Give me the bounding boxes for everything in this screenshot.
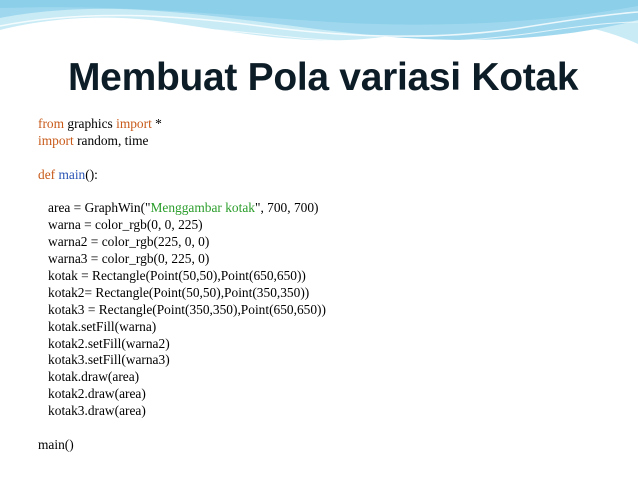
code-line [38, 200, 326, 217]
code-text: * [151, 116, 162, 131]
code-blank-line [38, 420, 326, 437]
code-text: kotak3.setFill(warna3) [48, 352, 170, 368]
code-line [38, 437, 326, 454]
code-line [38, 319, 326, 336]
code-text: graphics [64, 116, 117, 131]
code-text: warna2 = color_rgb(225, 0, 0) [48, 234, 210, 250]
code-line [38, 167, 326, 184]
code-text: kotak = Rectangle(Point(50,50),Point(650,650)) [48, 268, 306, 284]
code-text: warna = color_rgb(0, 0, 225) [48, 217, 203, 233]
code-line [38, 217, 326, 234]
code-text: kotak2.draw(area) [48, 386, 146, 402]
code-line [38, 369, 326, 386]
code-line [38, 116, 326, 133]
code-text: main() [38, 436, 74, 452]
code-line [38, 285, 326, 302]
code-keyword: def [38, 166, 56, 182]
code-text: warna3 = color_rgb(0, 225, 0) [48, 251, 210, 267]
code-blank-line [38, 150, 326, 167]
code-text: random, time [73, 132, 149, 148]
code-text: kotak3.draw(area) [48, 403, 146, 419]
code-blank-line [38, 184, 326, 201]
code-text: (): [85, 166, 98, 182]
code-keyword: import [38, 132, 74, 148]
code-string: Menggambar kotak [150, 200, 255, 216]
code-line [38, 352, 326, 369]
code-line [38, 251, 326, 268]
code-text: kotak.setFill(warna) [48, 318, 157, 334]
code-line [38, 234, 326, 251]
code-keyword: import [116, 116, 152, 131]
code-line [38, 386, 326, 403]
code-line [38, 268, 326, 285]
code-line [38, 403, 326, 420]
code-text: kotak2.setFill(warna2) [48, 335, 170, 351]
code-text: area = GraphWin(" [48, 200, 151, 216]
slide-title: Membuat Pola variasi Kotak [68, 56, 579, 99]
code-keyword: from [38, 116, 65, 131]
code-text: ", 700, 700) [255, 200, 319, 216]
code-block [38, 116, 326, 454]
code-text: kotak3 = Rectangle(Point(350,350),Point(650,650)) [48, 301, 326, 317]
code-line [38, 133, 326, 150]
code-line [38, 336, 326, 353]
code-line [38, 302, 326, 319]
code-text: kotak2= Rectangle(Point(50,50),Point(350,350)) [48, 284, 310, 300]
header-wave-decoration [0, 0, 638, 60]
code-function-name: main [58, 166, 86, 182]
code-text: kotak.draw(area) [48, 369, 140, 385]
